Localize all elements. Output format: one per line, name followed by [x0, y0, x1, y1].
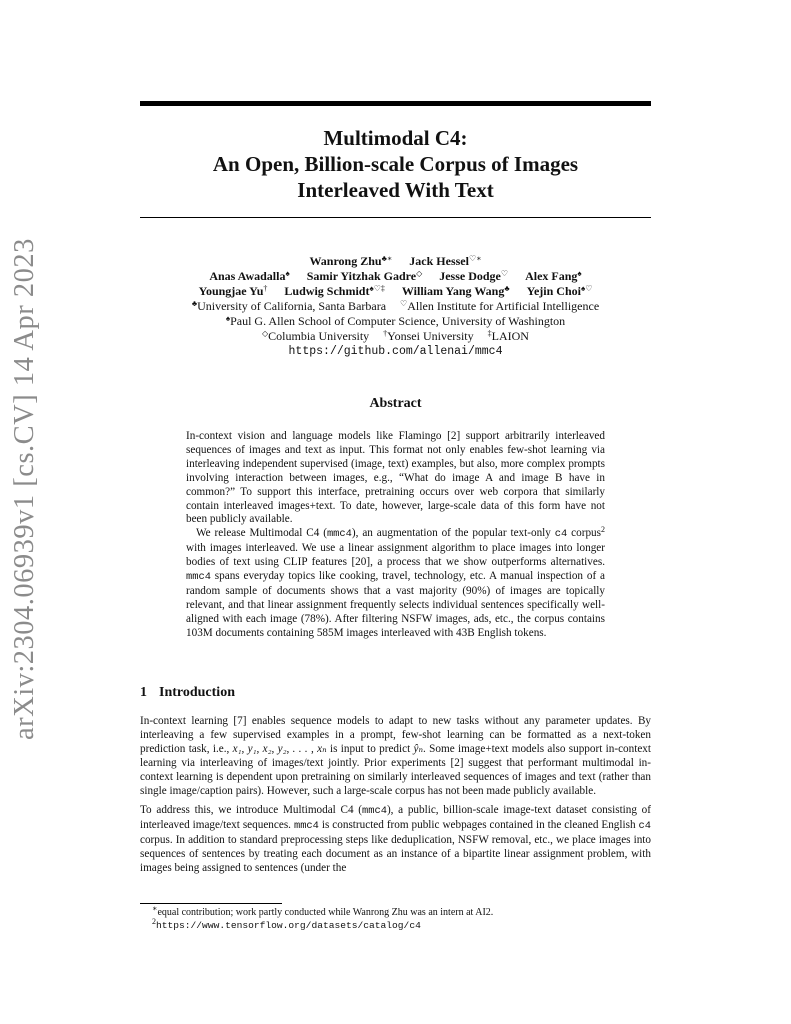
mmc4-code: mmc4	[361, 805, 387, 818]
author-marks: ♡	[500, 269, 509, 278]
c4-code: c4	[638, 820, 651, 833]
introduction-body	[140, 715, 651, 882]
c4-code: c4	[554, 528, 568, 541]
section-title: Introduction	[159, 685, 235, 700]
footnote-rule	[140, 903, 282, 904]
repository-link[interactable]: https://github.com/allenai/mmc4	[288, 345, 503, 358]
affiliation-mark: ♠	[225, 314, 231, 323]
author-marks: ♣	[504, 284, 510, 293]
intro-paragraph-2	[140, 804, 651, 876]
author-marks: ♠♡	[580, 284, 593, 293]
author-marks: ♡∗	[468, 254, 482, 263]
text-run: To address this, we introduce Multimodal C4 (	[140, 804, 362, 817]
text-run: . Some image+text models also support in-context learning via interleaving of images/text jointly. Prior experiments [2] suggest that performant multimodal in-context learning is dependent upon pretraining on similarly interleaved sequences of images and text (rather than single image/caption pairs). However, such a large-scale corpus has not been made publicly available.	[140, 742, 652, 797]
affiliation-mark: ♡	[400, 299, 408, 308]
title-bottom-rule	[140, 217, 651, 218]
math-prediction: ŷₙ	[413, 742, 424, 755]
affiliation-mark: ♣	[191, 299, 198, 308]
author-name: Youngjae Yu	[198, 284, 264, 298]
affiliation-text: Allen Institute for Artificial Intelligence	[407, 299, 600, 313]
author-name: Alex Fang	[525, 269, 578, 283]
affiliation-row-3	[140, 329, 651, 344]
footnote-text: equal contribution; work partly conducted while Wanrong Zhu was an intern at AI2.	[157, 907, 494, 918]
author-marks: ◇	[416, 269, 423, 278]
text-run: corpus. In addition to standard preprocessing steps like deduplication, NSFW removal, etc., we place images into sequences of sentences by treating each document as an instance of a bipartite linear assignment problem, with images being assigned to sentences (under the	[140, 834, 651, 875]
affiliation-text: Columbia University	[268, 329, 370, 343]
math-sequence: x₁, y₁, x₂, y₂, . . . , xₙ	[232, 742, 327, 755]
author-name: Jack Hessel	[409, 254, 469, 268]
footnote-ref-2[interactable]: 2	[601, 525, 606, 535]
author-marks: ♠	[577, 269, 582, 278]
affiliation-text: LAION	[491, 329, 529, 343]
footnote-mark: 2	[152, 917, 156, 926]
author-marks: ♣∗	[381, 254, 393, 263]
affiliation-text: Paul G. Allen School of Computer Science, University of Washington	[230, 314, 566, 328]
text-run: is input to predict	[326, 742, 414, 755]
mmc4-code: mmc4	[186, 571, 211, 584]
author-name: Ludwig Schmidt	[284, 284, 370, 298]
author-name: William Yang Wang	[401, 284, 505, 298]
affiliation-text: University of California, Santa Barbara	[197, 299, 387, 313]
author-name: Wanrong Zhu	[309, 254, 382, 268]
affiliation-row-2	[140, 314, 651, 329]
author-marks: ♠♡‡	[369, 284, 385, 293]
text-run: is constructed from public webpages contained in the cleaned English	[318, 819, 639, 832]
text-run: spans everyday topics like cooking, travel, technology, etc. A manual inspection of a random sample of documents shows that a vast majority (90%) of images are topically relevant, and that linear assignment frequently selects individual sentences specifically well-aligned with each image (78%). After filtering NSFW images, ads, etc., the corpus contains 103M documents containing 585M images interleaved with 43B English tokens.	[186, 570, 605, 639]
paper-title	[140, 125, 651, 203]
author-name: Samir Yitzhak Gadre	[306, 269, 417, 283]
abstract-paragraph-2	[186, 527, 605, 640]
mmc4-code: mmc4	[293, 820, 319, 833]
author-row-3	[140, 284, 651, 299]
affiliation-text: Yonsei University	[387, 329, 474, 343]
footnotes	[140, 906, 651, 932]
affiliation-mark: ◇	[262, 329, 269, 338]
footnote-1	[140, 906, 651, 919]
footnote-mark: ∗	[152, 904, 158, 913]
author-marks: †	[263, 284, 268, 293]
affiliation-mark: †	[383, 329, 388, 338]
title-line-3: Interleaved With Text	[297, 178, 494, 202]
text-run: corpus	[567, 527, 602, 540]
abstract-paragraph-1: In-context vision and language models like Flamingo [2] support arbitrarily interleaved sequences of images and text as input. This format not only enables few-shot learning via interleaving independent supervised (image, text) examples, but also, more complex prompts involving interaction between images, e.g., “What do image A and image B have in common?” To support this interface, pretraining occurs over web corpora that similarly contain interleaved images+text. To date, however, large-scale data of this form have not been publicly available.	[186, 430, 605, 526]
author-row-1	[140, 254, 651, 269]
section-number: 1	[140, 685, 147, 700]
text-run: ), an augmentation of the popular text-only	[351, 527, 555, 540]
author-marks: ♠	[285, 269, 290, 278]
intro-paragraph-1	[140, 715, 651, 798]
author-name: Yejin Choi	[526, 284, 581, 298]
title-top-rule	[140, 101, 651, 106]
footnote-url[interactable]: https://www.tensorflow.org/datasets/catalog/c4	[156, 920, 421, 931]
affiliation-mark: ‡	[487, 329, 492, 338]
footnote-2	[140, 919, 651, 932]
title-line-1: Multimodal C4:	[323, 126, 468, 150]
text-run: ), a public, billion-scale image-text dataset consisting of interleaved image/text sequences.	[140, 804, 651, 832]
author-name: Jesse Dodge	[439, 269, 501, 283]
text-run: In-context learning [7] enables sequence models to adapt to new tasks without any parameter updates. By interleaving a few supervised examples in a prompt, few-shot learning can be formatted as a next-token prediction task, i.e.,	[140, 715, 651, 755]
affiliation-row-1	[140, 299, 651, 314]
abstract-body	[186, 430, 605, 641]
author-row-2	[140, 269, 651, 284]
arxiv-identifier-stamp: arXiv:2304.06939v1 [cs.CV] 14 Apr 2023	[9, 238, 40, 740]
section-heading-introduction	[140, 685, 235, 701]
text-run: We release Multimodal C4 (	[196, 527, 327, 540]
abstract-heading: Abstract	[369, 396, 422, 411]
title-line-2: An Open, Billion-scale Corpus of Images	[212, 152, 579, 176]
text-run: with images interleaved. We use a linear assignment algorithm to place images into longer bodies of text using CLIP features [20], a process that we show outperforms alternatives.	[186, 542, 605, 569]
mmc4-code: mmc4	[326, 528, 352, 541]
author-name: Anas Awadalla	[209, 269, 286, 283]
author-block	[140, 254, 651, 359]
